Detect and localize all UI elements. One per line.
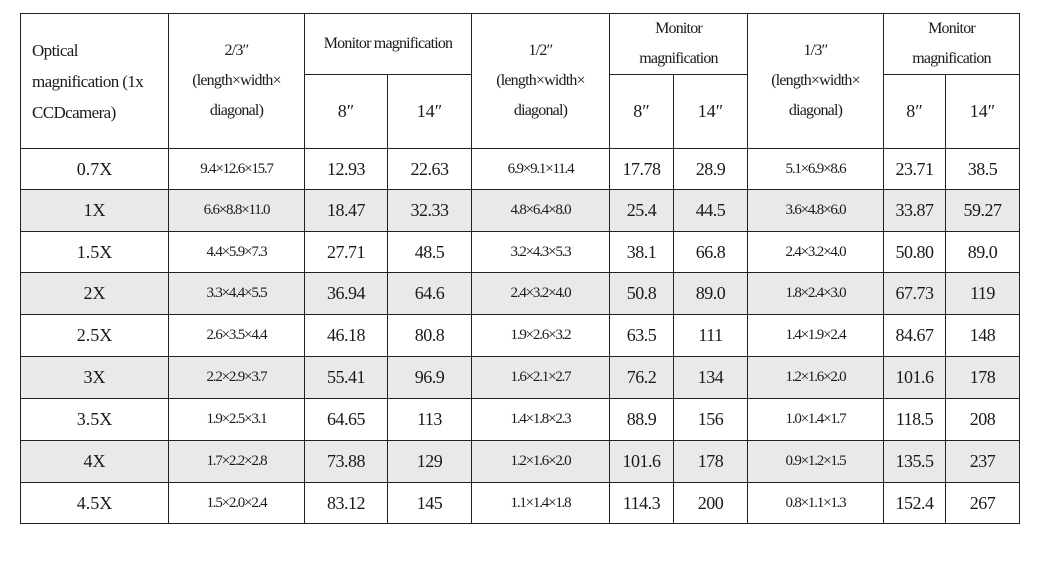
field-of-view-dims-cell: 2.4×3.2×4.0	[748, 232, 884, 273]
field-of-view-dims-cell: 1.9×2.6×3.2	[472, 315, 610, 357]
table-row	[21, 315, 1020, 357]
sensor-size-label: 1/2″	[528, 42, 553, 59]
header-sensor-2-3	[169, 14, 305, 149]
monitor-magnification-cell: 66.8	[674, 232, 748, 273]
field-of-view-dims-cell: 1.2×1.6×2.0	[748, 357, 884, 399]
monitor-magnification-cell: 64.6	[388, 273, 472, 315]
monitor-magnification-cell: 178	[946, 357, 1020, 399]
field-of-view-dims-cell: 1.5×2.0×2.4	[169, 483, 305, 524]
monitor-magnification-cell: 178	[674, 441, 748, 483]
optical-magnification-cell: 0.7X	[21, 149, 169, 190]
monitor-magnification-cell: 84.67	[884, 315, 946, 357]
monitor-label-line: Monitor	[928, 20, 975, 37]
field-of-view-dims-cell: 4.8×6.4×8.0	[472, 190, 610, 232]
header-label-line: magnification (1x	[32, 71, 144, 91]
monitor-magnification-cell: 134	[674, 357, 748, 399]
monitor-magnification-cell: 27.71	[305, 232, 388, 273]
table-row	[21, 190, 1020, 232]
field-of-view-dims-cell: 3.2×4.3×5.3	[472, 232, 610, 273]
monitor-magnification-cell: 25.4	[610, 190, 674, 232]
field-of-view-dims-cell: 2.6×3.5×4.4	[169, 315, 305, 357]
monitor-magnification-cell: 38.1	[610, 232, 674, 273]
sensor-dims-label: (length×width×	[192, 72, 281, 89]
header-optical-magnification	[21, 14, 169, 149]
field-of-view-dims-cell: 1.4×1.8×2.3	[472, 399, 610, 441]
field-of-view-dims-cell: 4.4×5.9×7.3	[169, 232, 305, 273]
monitor-magnification-cell: 36.94	[305, 273, 388, 315]
monitor-label-line: magnification	[639, 50, 718, 67]
header-monitor-14in: 14″	[674, 75, 748, 149]
table-body	[21, 149, 1020, 524]
field-of-view-dims-cell: 6.9×9.1×11.4	[472, 149, 610, 190]
monitor-magnification-cell: 237	[946, 441, 1020, 483]
sensor-dims-label: (length×width×	[496, 72, 585, 89]
monitor-magnification-cell: 113	[388, 399, 472, 441]
monitor-magnification-cell: 88.9	[610, 399, 674, 441]
field-of-view-dims-cell: 0.9×1.2×1.5	[748, 441, 884, 483]
table-row	[21, 357, 1020, 399]
sensor-size-label: 2/3″	[224, 42, 249, 59]
monitor-magnification-cell: 38.5	[946, 149, 1020, 190]
header-label-line: CCDcamera)	[32, 102, 116, 122]
field-of-view-dims-cell: 5.1×6.9×8.6	[748, 149, 884, 190]
optical-magnification-cell: 4X	[21, 441, 169, 483]
field-of-view-dims-cell: 1.7×2.2×2.8	[169, 441, 305, 483]
monitor-magnification-cell: 101.6	[884, 357, 946, 399]
table-row	[21, 441, 1020, 483]
monitor-magnification-cell: 267	[946, 483, 1020, 524]
monitor-magnification-cell: 63.5	[610, 315, 674, 357]
optical-magnification-cell: 1X	[21, 190, 169, 232]
field-of-view-dims-cell: 3.3×4.4×5.5	[169, 273, 305, 315]
optical-magnification-cell: 3.5X	[21, 399, 169, 441]
field-of-view-dims-cell: 1.9×2.5×3.1	[169, 399, 305, 441]
monitor-magnification-cell: 135.5	[884, 441, 946, 483]
monitor-label-line: Monitor	[655, 20, 702, 37]
monitor-magnification-cell: 33.87	[884, 190, 946, 232]
monitor-magnification-cell: 67.73	[884, 273, 946, 315]
header-monitor-14in: 14″	[946, 75, 1020, 149]
monitor-magnification-cell: 208	[946, 399, 1020, 441]
monitor-magnification-cell: 59.27	[946, 190, 1020, 232]
monitor-magnification-cell: 148	[946, 315, 1020, 357]
monitor-magnification-cell: 22.63	[388, 149, 472, 190]
sensor-size-label: 1/3″	[803, 42, 828, 59]
header-label-line: Optical	[32, 40, 78, 60]
header-monitor-magnification-2	[610, 14, 748, 75]
monitor-magnification-cell: 89.0	[946, 232, 1020, 273]
monitor-magnification-cell: 17.78	[610, 149, 674, 190]
monitor-magnification-cell: 48.5	[388, 232, 472, 273]
field-of-view-dims-cell: 2.4×3.2×4.0	[472, 273, 610, 315]
field-of-view-dims-cell: 9.4×12.6×15.7	[169, 149, 305, 190]
field-of-view-dims-cell: 0.8×1.1×1.3	[748, 483, 884, 524]
monitor-magnification-cell: 101.6	[610, 441, 674, 483]
monitor-magnification-cell: 83.12	[305, 483, 388, 524]
field-of-view-dims-cell: 6.6×8.8×11.0	[169, 190, 305, 232]
table-row	[21, 232, 1020, 273]
field-of-view-dims-cell: 1.8×2.4×3.0	[748, 273, 884, 315]
monitor-magnification-cell: 50.8	[610, 273, 674, 315]
header-monitor-8in: 8″	[305, 75, 388, 149]
monitor-magnification-cell: 50.80	[884, 232, 946, 273]
header-monitor-8in: 8″	[610, 75, 674, 149]
header-monitor-magnification-1: Monitor magnification	[305, 14, 472, 75]
monitor-magnification-cell: 32.33	[388, 190, 472, 232]
monitor-magnification-cell: 44.5	[674, 190, 748, 232]
monitor-magnification-cell: 152.4	[884, 483, 946, 524]
field-of-view-dims-cell: 1.2×1.6×2.0	[472, 441, 610, 483]
sensor-dims-label: diagonal)	[513, 102, 568, 119]
monitor-magnification-cell: 200	[674, 483, 748, 524]
monitor-magnification-cell: 64.65	[305, 399, 388, 441]
monitor-magnification-cell: 145	[388, 483, 472, 524]
table-row	[21, 273, 1020, 315]
sensor-dims-label: diagonal)	[209, 102, 264, 119]
header-monitor-8in: 8″	[884, 75, 946, 149]
monitor-magnification-cell: 89.0	[674, 273, 748, 315]
monitor-magnification-cell: 12.93	[305, 149, 388, 190]
optical-magnification-cell: 2.5X	[21, 315, 169, 357]
field-of-view-dims-cell: 1.1×1.4×1.8	[472, 483, 610, 524]
monitor-magnification-cell: 96.9	[388, 357, 472, 399]
sensor-dims-label: (length×width×	[771, 72, 860, 89]
optical-magnification-cell: 4.5X	[21, 483, 169, 524]
field-of-view-dims-cell: 1.4×1.9×2.4	[748, 315, 884, 357]
monitor-label-line: magnification	[912, 50, 991, 67]
monitor-magnification-cell: 76.2	[610, 357, 674, 399]
monitor-magnification-cell: 118.5	[884, 399, 946, 441]
magnification-table	[20, 13, 1020, 524]
optical-magnification-cell: 3X	[21, 357, 169, 399]
table-header	[21, 14, 1020, 149]
header-monitor-magnification-3	[884, 14, 1020, 75]
monitor-magnification-cell: 73.88	[305, 441, 388, 483]
monitor-magnification-cell: 114.3	[610, 483, 674, 524]
monitor-magnification-cell: 111	[674, 315, 748, 357]
monitor-magnification-cell: 156	[674, 399, 748, 441]
field-of-view-dims-cell: 3.6×4.8×6.0	[748, 190, 884, 232]
monitor-magnification-cell: 23.71	[884, 149, 946, 190]
monitor-magnification-cell: 28.9	[674, 149, 748, 190]
sensor-dims-label: diagonal)	[788, 102, 843, 119]
table-row	[21, 399, 1020, 441]
header-sensor-1-2	[472, 14, 610, 149]
monitor-magnification-cell: 18.47	[305, 190, 388, 232]
header-sensor-1-3	[748, 14, 884, 149]
field-of-view-dims-cell: 2.2×2.9×3.7	[169, 357, 305, 399]
monitor-magnification-cell: 55.41	[305, 357, 388, 399]
optical-magnification-cell: 1.5X	[21, 232, 169, 273]
table-row	[21, 149, 1020, 190]
monitor-magnification-cell: 46.18	[305, 315, 388, 357]
monitor-magnification-cell: 119	[946, 273, 1020, 315]
optical-magnification-cell: 2X	[21, 273, 169, 315]
header-monitor-14in: 14″	[388, 75, 472, 149]
table-row	[21, 483, 1020, 524]
monitor-magnification-cell: 80.8	[388, 315, 472, 357]
monitor-magnification-cell: 129	[388, 441, 472, 483]
field-of-view-dims-cell: 1.0×1.4×1.7	[748, 399, 884, 441]
field-of-view-dims-cell: 1.6×2.1×2.7	[472, 357, 610, 399]
